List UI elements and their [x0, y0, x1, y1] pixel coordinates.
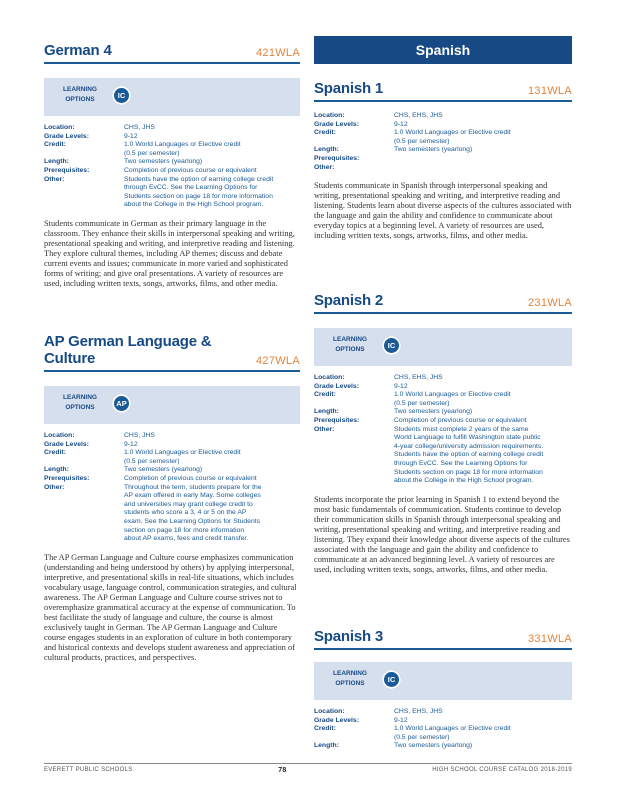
info-row: [314, 408, 572, 417]
info-value: and universities may grant college credit to: [124, 500, 253, 508]
spanish1-section: [314, 80, 572, 241]
info-value: 9-12: [124, 440, 138, 448]
course-title: AP German Language & Culture: [44, 333, 212, 367]
info-key: Grade Levels:: [314, 382, 359, 390]
course-title: Spanish 3: [314, 628, 384, 645]
info-row: [314, 164, 572, 173]
course-header: [44, 42, 300, 64]
info-key: [314, 434, 394, 443]
info-row: [314, 146, 572, 155]
info-key: Credit:: [314, 129, 336, 137]
info-row: [44, 176, 300, 185]
info-value: students who score a 3, 4 or 5 on the AP: [124, 509, 247, 517]
course-code: 427WLA: [256, 355, 300, 367]
section-banner: Spanish: [314, 36, 572, 64]
info-row: [314, 460, 572, 469]
info-key: Length:: [44, 158, 69, 166]
info-value: through EvCC. See the Learning Options for: [124, 184, 258, 192]
info-key: Location:: [44, 432, 75, 439]
info-row: [44, 124, 300, 133]
spanish2-section: [314, 292, 572, 575]
course-code: 131WLA: [528, 85, 572, 97]
info-key: Grade Levels:: [314, 716, 359, 724]
info-row: [44, 449, 300, 458]
info-row: [314, 417, 572, 426]
college-in-high-school-icon: IC: [382, 670, 401, 689]
course-info: [314, 708, 572, 751]
info-row: [314, 469, 572, 478]
learning-options-box: [314, 662, 572, 700]
info-key: Grade Levels:: [44, 440, 89, 448]
info-row: [44, 141, 300, 150]
info-key: [44, 535, 124, 544]
info-row: [314, 155, 572, 164]
course-info: [44, 124, 300, 210]
info-value: (0.5 per semester): [394, 399, 450, 407]
info-value: Two semesters (yearlong): [394, 742, 473, 750]
info-row: [44, 535, 300, 544]
info-key: Credit:: [44, 141, 66, 149]
lo-label-line2: OPTIONS: [65, 404, 95, 411]
footer-catalog: HIGH SCHOOL COURSE CATALOG 2018-2019: [432, 767, 572, 773]
course-header: [314, 292, 572, 314]
info-value: AP exam offered in early May. Some colleges: [124, 492, 261, 500]
info-row: [44, 158, 300, 167]
lo-label-line1: LEARNING: [63, 394, 97, 401]
info-row: [44, 133, 300, 142]
info-key: Length:: [314, 408, 339, 416]
info-key: Prerequisites:: [314, 416, 360, 424]
course-code: 331WLA: [528, 633, 572, 645]
german4-section: [44, 42, 300, 289]
info-key: Length:: [314, 742, 339, 750]
info-key: [44, 527, 124, 536]
info-key: Grade Levels:: [44, 132, 89, 140]
info-value: 1.0 World Languages or Elective credit: [124, 449, 241, 457]
info-row: [44, 501, 300, 510]
info-key: Length:: [44, 466, 69, 474]
info-value: 1.0 World Languages or Elective credit: [124, 141, 241, 149]
course-description: Students communicate in German as their primary language in the classroom. They enhance their skills in interpersonal speaking and writing, presentational speaking and writing, and interpretive reading and listening. They explore cultural themes, including AP themes; discuss and debate current events and issues; communicate in more varied and sophisticated forms of writing; and give oral presentations. A variety of resources are used, including written texts, songs, artworks, films, and other media.: [44, 218, 295, 288]
info-value: Students must complete 2 years of the same: [394, 425, 529, 433]
info-key: Length:: [314, 146, 339, 154]
info-key: Other:: [44, 175, 65, 183]
info-row: [314, 400, 572, 409]
info-value: 1.0 World Languages or Elective credit: [394, 725, 511, 733]
course-header: [314, 80, 572, 102]
info-key: Location:: [314, 112, 345, 119]
learning-options-box: [44, 78, 300, 116]
info-value: Throughout the term, students prepare for the: [124, 483, 262, 491]
college-in-high-school-icon: IC: [112, 86, 131, 105]
info-value: Students section on page 18 for more information: [394, 468, 543, 476]
learning-options-label: [324, 669, 376, 689]
lo-label-line2: OPTIONS: [335, 346, 365, 353]
info-row: [314, 742, 572, 751]
info-key: Other:: [44, 483, 65, 491]
info-row: [314, 112, 572, 121]
learning-options-box: [314, 328, 572, 366]
course-code: 421WLA: [256, 47, 300, 59]
info-key: [44, 501, 124, 510]
course-header: [314, 628, 572, 650]
info-value: World Language to fulfill Washington state public: [394, 434, 541, 442]
info-key: [314, 469, 394, 478]
info-value: CHS, EHS, JHS: [394, 708, 443, 715]
info-row: [314, 138, 572, 147]
course-title: Spanish 1: [314, 80, 384, 97]
course-info: [44, 432, 300, 544]
info-key: [44, 518, 124, 527]
info-row: [44, 509, 300, 518]
info-row: [44, 475, 300, 484]
info-value: (0.5 per semester): [394, 137, 450, 145]
info-key: [44, 193, 124, 202]
info-key: [44, 492, 124, 501]
info-row: [314, 383, 572, 392]
spanish3-section: [314, 628, 572, 751]
course-description: Students communicate in Spanish through interpersonal speaking and writing, presentational speaking and writing, and interpretive reading and listening. Students learn about diverse aspects of the cultures associated with the language and gain the ability and confidence to communicate about everyday topics at a beginning level. A variety of resources are used, including written texts, songs, artworks, films, and other media.: [314, 181, 572, 241]
info-value: about the College in the High School program.: [124, 201, 264, 209]
info-value: through EvCC. See the Learning Options for: [394, 459, 528, 467]
info-key: [314, 477, 394, 486]
info-value: [394, 155, 572, 164]
learning-options-label: [54, 393, 106, 413]
course-info: [314, 374, 572, 486]
info-row: [314, 374, 572, 383]
info-key: Credit:: [44, 449, 66, 457]
info-row: [314, 426, 572, 435]
info-key: Other:: [314, 163, 335, 171]
info-key: Grade Levels:: [314, 120, 359, 128]
info-row: [44, 458, 300, 467]
info-key: [314, 443, 394, 452]
info-row: [44, 527, 300, 536]
info-row: [314, 734, 572, 743]
info-row: [314, 451, 572, 460]
info-value: [394, 164, 572, 173]
page-number: 78: [278, 767, 287, 774]
info-value: Two semesters (yearlong): [124, 158, 203, 166]
lo-label-line1: LEARNING: [63, 86, 97, 93]
info-key: [44, 184, 124, 193]
info-value: 9-12: [394, 120, 408, 128]
footer-district: EVERETT PUBLIC SCHOOLS: [44, 767, 133, 773]
info-row: [44, 441, 300, 450]
info-row: [314, 725, 572, 734]
info-key: [314, 734, 394, 743]
info-value: (0.5 per semester): [124, 149, 180, 157]
info-value: (0.5 per semester): [394, 733, 450, 741]
info-value: Completion of previous course or equivalent: [124, 166, 257, 174]
info-value: (0.5 per semester): [124, 457, 180, 465]
info-key: [314, 451, 394, 460]
course-description: Students incorporate the prior learning in Spanish 1 to extend beyond the most basic fundamentals of communication. Students continue to develop their communication skills in Spanish through interpersonal speaking and writing, presentational speaking and writing, and interpretive reading and listening. They expand their knowledge about diverse aspects of the cultures associated with the language and gain the ability and confidence to communicate at an advanced beginning level. A variety of resources are used, including written texts, songs, artworks, films, and other media.: [314, 494, 570, 574]
info-row: [314, 391, 572, 400]
info-key: Prerequisites:: [314, 154, 360, 162]
info-value: Students section on page 18 for more information: [124, 192, 273, 200]
info-row: [314, 121, 572, 130]
info-key: [44, 458, 124, 467]
lo-label-line1: LEARNING: [333, 336, 367, 343]
advanced-placement-icon: AP: [112, 394, 131, 413]
info-key: [44, 150, 124, 159]
lo-label-line2: OPTIONS: [65, 96, 95, 103]
info-value: 1.0 World Languages or Elective credit: [394, 129, 511, 137]
page-footer: [44, 763, 572, 774]
info-key: [314, 400, 394, 409]
course-title: German 4: [44, 42, 112, 59]
info-row: [44, 518, 300, 527]
course-description: The AP German Language and Culture course emphasizes communication (understanding and being understood by others) by applying interpersonal, interpretive, and presentational skills in real-life situations, which includes vocabulary usage, language control, communication strategies, and cultural awareness. The AP German Language and Culture course strives not to overemphasize grammatical accuracy at the expense of communication. To best facilitate the study of language and culture, the course is almost exclusively taught in German. The AP German Language and Culture course engages students in an exploration of culture in both contemporary and historical contexts and develops student awareness and appreciation of cultural products, practices, and perspectives.: [44, 552, 297, 662]
info-key: [44, 201, 124, 210]
info-key: Location:: [314, 374, 345, 381]
info-key: [314, 138, 394, 147]
info-value: 9-12: [394, 382, 408, 390]
info-value: 9-12: [394, 716, 408, 724]
learning-options-box: [44, 386, 300, 424]
info-value: 1.0 World Languages or Elective credit: [394, 391, 511, 399]
info-value: CHS, JHS: [124, 124, 155, 131]
info-key: Other:: [314, 425, 335, 433]
info-row: [314, 477, 572, 486]
info-value: CHS, EHS, JHS: [394, 112, 443, 119]
course-code: 231WLA: [528, 297, 572, 309]
info-row: [44, 201, 300, 210]
info-key: Location:: [44, 124, 75, 131]
course-info: [314, 112, 572, 172]
info-value: exam. See the Learning Options for Students: [124, 517, 261, 525]
info-row: [44, 466, 300, 475]
info-row: [44, 432, 300, 441]
info-row: [44, 184, 300, 193]
info-key: Credit:: [314, 391, 336, 399]
info-row: [44, 193, 300, 202]
info-key: [44, 509, 124, 518]
info-row: [44, 167, 300, 176]
info-value: Completion of previous course or equivalent: [124, 474, 257, 482]
info-row: [314, 708, 572, 717]
info-value: about AP exams, fees and credit transfer.: [124, 535, 249, 543]
info-value: CHS, EHS, JHS: [394, 374, 443, 381]
info-row: [314, 443, 572, 452]
info-key: Location:: [314, 708, 345, 715]
course-title: Spanish 2: [314, 292, 384, 309]
info-value: Students have the option of earning college credit: [394, 451, 544, 459]
learning-options-label: [54, 85, 106, 105]
info-key: Prerequisites:: [44, 474, 90, 482]
info-value: Two semesters (yearlong): [124, 466, 203, 474]
info-value: 9-12: [124, 132, 138, 140]
info-value: Students have the option of earning college credit: [124, 175, 274, 183]
info-value: CHS, JHS: [124, 432, 155, 439]
info-row: [44, 492, 300, 501]
lo-label-line1: LEARNING: [333, 670, 367, 677]
info-value: Two semesters (yearlong): [394, 146, 473, 154]
info-value: section on page 18 for more information: [124, 526, 245, 534]
info-row: [314, 717, 572, 726]
ap-german-section: [44, 333, 300, 663]
info-key: Credit:: [314, 725, 336, 733]
college-in-high-school-icon: IC: [382, 336, 401, 355]
learning-options-label: [324, 335, 376, 355]
info-value: 4-year college/university admission requirements.: [394, 442, 544, 450]
info-row: [44, 484, 300, 493]
info-row: [314, 434, 572, 443]
info-value: Completion of previous course or equivalent: [394, 416, 527, 424]
info-key: [314, 460, 394, 469]
info-row: [314, 129, 572, 138]
info-value: about the College in the High School program.: [394, 477, 534, 485]
info-key: Prerequisites:: [44, 166, 90, 174]
info-value: Two semesters (yearlong): [394, 408, 473, 416]
info-row: [44, 150, 300, 159]
lo-label-line2: OPTIONS: [335, 680, 365, 687]
course-header: [44, 333, 300, 372]
